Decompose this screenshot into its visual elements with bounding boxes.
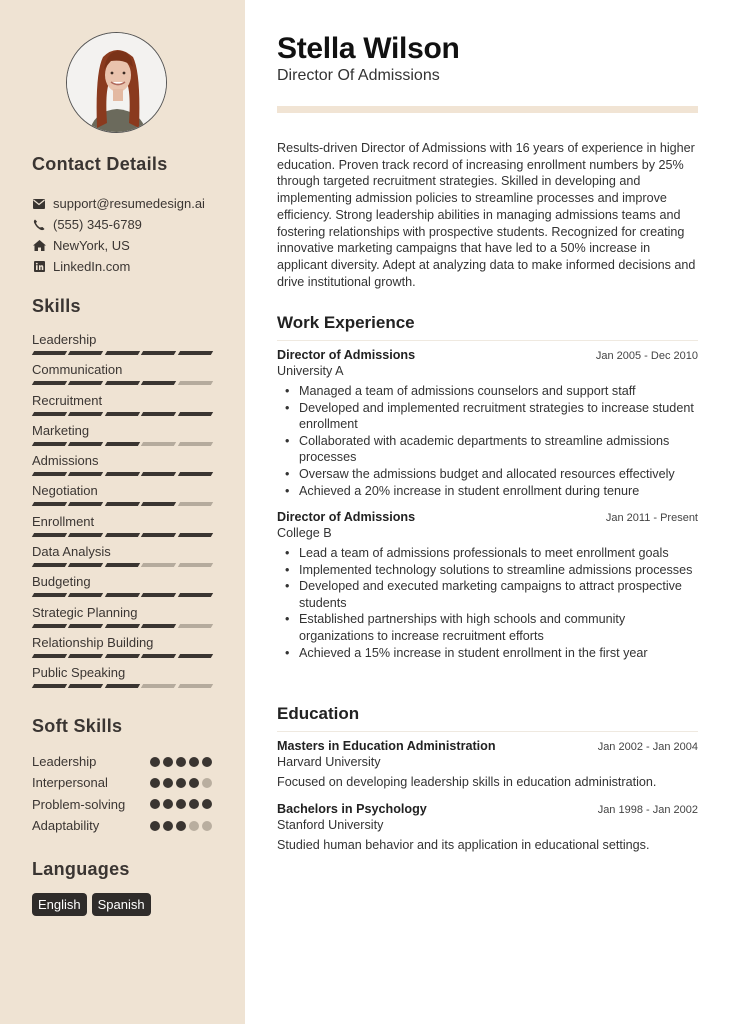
skill-item — [32, 634, 212, 664]
skill-bar-segment — [141, 351, 177, 355]
education-entry-2 — [277, 802, 698, 852]
degree: Bachelors in Psychology — [277, 802, 427, 816]
skill-level-bars — [32, 381, 212, 385]
contact-phone-text: (555) 345-6789 — [53, 217, 142, 232]
contact-phone[interactable] — [32, 214, 205, 235]
skill-bar-segment — [105, 624, 141, 628]
contact-list — [32, 193, 205, 277]
rating-dot-icon — [163, 757, 173, 767]
edu-description: Studied human behavior and its application in educational settings. — [277, 838, 650, 852]
person-photo-icon — [67, 33, 167, 133]
skill-label: Relationship Building — [32, 634, 154, 650]
languages-list — [32, 893, 151, 916]
skill-level-bars — [32, 533, 212, 537]
skill-bar-segment — [141, 563, 177, 567]
skill-bar-segment — [105, 442, 141, 446]
work-heading: Work Experience — [277, 313, 698, 341]
bullet-item: • Collaborated with academic departments to streamline admissions processes — [277, 433, 698, 466]
skill-bar-segment — [68, 502, 104, 506]
work-entry-1 — [277, 348, 698, 499]
bullet-item: • Developed and implemented recruitment strategies to increase student enrollment — [277, 400, 698, 433]
school: Harvard University — [277, 755, 381, 769]
skill-label: Data Analysis — [32, 544, 111, 560]
skill-bar-segment — [32, 684, 68, 688]
skill-label: Communication — [32, 362, 123, 378]
soft-skills-list — [32, 751, 212, 836]
soft-skills-heading: Soft Skills — [32, 716, 123, 736]
sidebar — [0, 0, 245, 1024]
soft-skill-label: Leadership — [32, 754, 97, 770]
skill-label: Leadership — [32, 332, 97, 347]
skill-level-bars — [32, 624, 212, 628]
skill-bar-segment — [141, 442, 177, 446]
skill-bar-segment — [141, 472, 177, 476]
skill-item — [32, 573, 212, 603]
skill-bar-segment — [177, 472, 213, 476]
skill-level-bars — [32, 351, 212, 355]
skill-bar-segment — [32, 654, 68, 658]
job-org: University A — [277, 364, 344, 378]
skill-bar-segment — [68, 381, 104, 385]
candidate-title: Director Of Admissions — [277, 67, 440, 84]
skill-bar-segment — [32, 442, 68, 446]
contact-heading: Contact Details — [32, 154, 168, 174]
skill-bar-segment — [177, 624, 213, 628]
skill-bar-segment — [32, 624, 68, 628]
bullet-item: • Lead a team of admissions professionals to meet enrollment goals — [277, 545, 698, 562]
edu-description: Focused on developing leadership skills in education administration. — [277, 775, 657, 789]
header-divider — [277, 106, 698, 113]
soft-skill-item — [32, 751, 212, 772]
job-dates: Jan 2011 - Present — [605, 512, 698, 524]
skill-bar-segment — [105, 502, 141, 506]
skill-bar-segment — [68, 472, 104, 476]
bullet-item: • Established partnerships with high schools and community organizations to increase recruitment efforts — [277, 611, 698, 644]
skill-bar-segment — [32, 533, 68, 537]
education-heading: Education — [277, 704, 698, 732]
skill-bar-segment — [68, 442, 104, 446]
skill-bar-segment — [177, 654, 213, 658]
skill-bar-segment — [141, 654, 177, 658]
skill-item — [32, 604, 212, 634]
rating-dot-icon — [176, 778, 186, 788]
edu-dates: Jan 2002 - Jan 2004 — [597, 741, 698, 753]
rating-dot-icon — [202, 778, 212, 788]
phone-icon — [32, 218, 46, 232]
skill-bar-segment — [105, 351, 141, 355]
profile-photo — [66, 32, 167, 133]
skill-label: Marketing — [32, 422, 90, 438]
skill-bar-segment — [177, 351, 213, 355]
soft-skill-label: Problem-solving — [32, 796, 126, 812]
envelope-icon — [32, 197, 46, 211]
skill-bar-segment — [105, 381, 141, 385]
contact-location — [32, 235, 205, 256]
languages-heading: Languages — [32, 859, 130, 879]
work-entry-2 — [277, 510, 698, 661]
school: Stanford University — [277, 818, 384, 832]
soft-skill-item — [32, 794, 212, 815]
skill-level-bars — [32, 472, 212, 476]
bullet-item: • Achieved a 20% increase in student enrollment during tenure — [277, 483, 698, 500]
skill-item — [32, 392, 212, 422]
skill-bar-segment — [32, 502, 68, 506]
home-icon — [32, 239, 46, 253]
degree: Masters in Education Administration — [277, 739, 496, 753]
skill-bar-segment — [177, 533, 213, 537]
skill-item — [32, 422, 212, 452]
rating-dot-icon — [150, 778, 160, 788]
rating-dot-icon — [202, 799, 212, 809]
skill-bar-segment — [105, 593, 141, 597]
skill-level-bars — [32, 684, 212, 688]
skill-bar-segment — [141, 381, 177, 385]
skill-level-bars — [32, 593, 212, 597]
skill-bar-segment — [105, 654, 141, 658]
skill-item — [32, 543, 212, 573]
skill-bar-segment — [32, 472, 68, 476]
skill-level-bars — [32, 412, 212, 416]
rating-dot-icon — [189, 821, 199, 831]
skill-bar-segment — [68, 412, 104, 416]
skill-bar-segment — [105, 533, 141, 537]
language-tag: Spanish — [92, 893, 151, 916]
soft-skill-label: Interpersonal — [32, 775, 108, 791]
skill-label: Admissions — [32, 453, 99, 469]
skill-level-bars — [32, 563, 212, 567]
rating-dot-icon — [176, 757, 186, 767]
soft-skill-item — [32, 772, 212, 793]
skill-bar-segment — [177, 563, 213, 567]
skill-bar-segment — [177, 381, 213, 385]
skill-label: Negotiation — [32, 483, 98, 499]
rating-dot-icon — [189, 799, 199, 809]
skill-item — [32, 452, 212, 482]
soft-skill-item — [32, 815, 212, 836]
contact-linkedin[interactable] — [32, 256, 205, 277]
soft-skill-label: Adaptability — [32, 818, 100, 834]
rating-dot-icon — [163, 821, 173, 831]
rating-dot-icon — [150, 799, 160, 809]
job-org: College B — [277, 526, 332, 540]
rating-dot-icon — [163, 778, 173, 788]
skill-bar-segment — [105, 563, 141, 567]
rating-dot-icon — [189, 778, 199, 788]
skill-bar-segment — [68, 654, 104, 658]
skill-bar-segment — [177, 502, 213, 506]
rating-dot-icon — [150, 821, 160, 831]
skill-level-bars — [32, 502, 212, 506]
rating-dot-icon — [189, 757, 199, 767]
skill-bar-segment — [32, 563, 68, 567]
skill-level-bars — [32, 442, 212, 446]
skill-item — [32, 331, 212, 361]
skill-bar-segment — [32, 412, 68, 416]
rating-dot-icon — [176, 821, 186, 831]
skill-bar-segment — [68, 351, 104, 355]
skill-label: Budgeting — [32, 574, 91, 590]
skill-label: Public Speaking — [32, 665, 126, 681]
job-bullets — [277, 383, 698, 499]
bullet-item: • Oversaw the admissions budget and allocated resources effectively — [277, 466, 698, 483]
skill-level-bars — [32, 654, 212, 658]
job-bullets — [277, 545, 698, 661]
skills-heading: Skills — [32, 296, 81, 316]
skill-bar-segment — [68, 593, 104, 597]
bullet-item: • Developed and executed marketing campaigns to attract prospective students — [277, 578, 698, 611]
skill-bar-segment — [141, 593, 177, 597]
rating-dot-icon — [202, 757, 212, 767]
bullet-item: • Implemented technology solutions to streamline admissions processes — [277, 562, 698, 579]
contact-email[interactable] — [32, 193, 205, 214]
skill-bar-segment — [177, 593, 213, 597]
rating-dot-icon — [176, 799, 186, 809]
skill-bar-segment — [68, 533, 104, 537]
skill-bar-segment — [68, 684, 104, 688]
education-entry-1 — [277, 739, 698, 789]
skill-item — [32, 361, 212, 391]
skill-bar-segment — [141, 624, 177, 628]
skill-item — [32, 513, 212, 543]
skill-bar-segment — [141, 533, 177, 537]
skill-label: Strategic Planning — [32, 604, 138, 620]
language-tag: English — [32, 893, 87, 916]
soft-skill-rating — [150, 778, 212, 788]
skill-bar-segment — [32, 351, 68, 355]
profile-summary: Results-driven Director of Admissions with 16 years of experience in higher education. Proven track record of increasing enrollment numbers by 25% through targeted recruitment strategies. Skilled in developing and implementing admission policies to streamline processes and improve efficiency. Strong leadership abilities in managing admissions teams and fostering relationships with prospective students. Recognized for creating innovative marketing campaigns that have led to a 50% increase in applicant diversity. Adept at analyzing data to make informed decisions and drive institutional growth. — [277, 141, 696, 289]
skill-label: Recruitment — [32, 392, 103, 408]
job-role: Director of Admissions — [277, 510, 416, 524]
skill-bar-segment — [32, 593, 68, 597]
skill-bar-segment — [141, 502, 177, 506]
bullet-item: • Achieved a 15% increase in student enrollment in the first year — [277, 645, 698, 662]
skill-item — [32, 664, 212, 694]
bullet-item: • Managed a team of admissions counselors and support staff — [277, 383, 698, 400]
skills-list — [32, 331, 212, 695]
skill-bar-segment — [105, 412, 141, 416]
linkedin-icon — [32, 260, 46, 274]
skill-bar-segment — [105, 684, 141, 688]
soft-skill-rating — [150, 821, 212, 831]
contact-email-text: support@resumedesign.ai — [53, 196, 205, 211]
skill-bar-segment — [141, 684, 177, 688]
rating-dot-icon — [202, 821, 212, 831]
soft-skill-rating — [150, 757, 212, 767]
job-dates: Jan 2005 - Dec 2010 — [595, 350, 698, 362]
contact-linkedin-text: LinkedIn.com — [53, 259, 131, 274]
skill-bar-segment — [105, 472, 141, 476]
edu-dates: Jan 1998 - Jan 2002 — [597, 804, 698, 816]
skill-label: Enrollment — [32, 513, 95, 529]
candidate-name: Stella Wilson — [277, 32, 460, 65]
rating-dot-icon — [150, 757, 160, 767]
soft-skill-rating — [150, 799, 212, 809]
skill-bar-segment — [32, 381, 68, 385]
skill-bar-segment — [177, 412, 213, 416]
skill-item — [32, 482, 212, 512]
skill-bar-segment — [177, 684, 213, 688]
job-role: Director of Admissions — [277, 348, 416, 362]
skill-bar-segment — [141, 412, 177, 416]
skill-bar-segment — [177, 442, 213, 446]
skill-bar-segment — [68, 624, 104, 628]
contact-location-text: NewYork, US — [53, 238, 130, 253]
skill-bar-segment — [68, 563, 104, 567]
rating-dot-icon — [163, 799, 173, 809]
